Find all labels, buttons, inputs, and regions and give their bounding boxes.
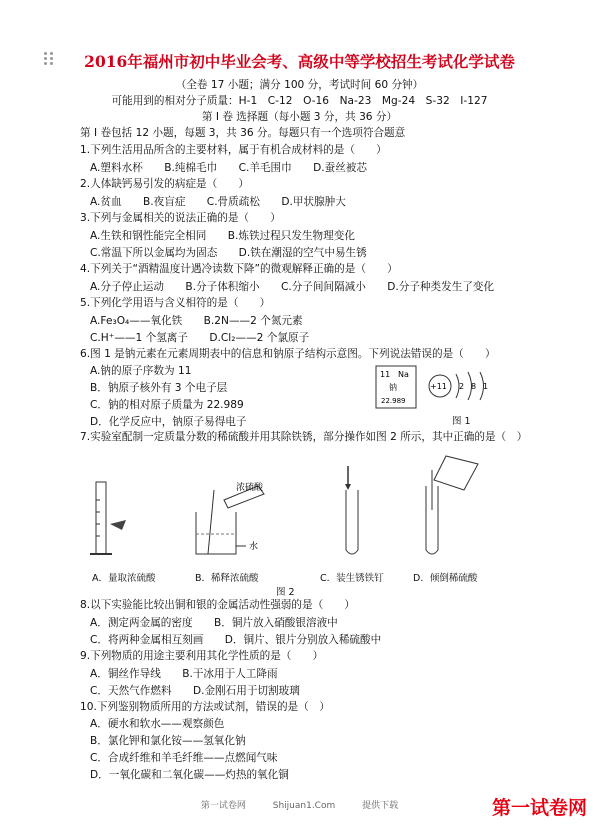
option: D.Cl₂——2 个氯原子 xyxy=(209,332,310,344)
pouring-acid xyxy=(426,456,478,554)
option: D.蚕丝被芯 xyxy=(313,162,367,174)
question-options xyxy=(90,683,318,698)
question-stem: 8.以下实验能比较出铜和银的金属活动性强弱的是（ ） xyxy=(80,599,355,611)
option: A.分子停止运动 xyxy=(90,281,164,293)
option: B．钠原子核外有 3 个电子层 xyxy=(90,382,228,394)
section-title: 第 I 卷 选择题（每小题 3 分，共 36 分） xyxy=(201,111,398,123)
footer-provider: 提供下载 xyxy=(362,801,399,811)
question-stem: 6.图 1 是钠元素在元素周期表中的信息和钠原子结构示意图。下列说法错误的是（ ） xyxy=(80,348,496,360)
water-label: 水 xyxy=(249,542,259,552)
question-stem: 10.下列鉴别物质所用的方法或试剂，错误的是（ ） xyxy=(80,701,330,713)
shell-electrons: 1 xyxy=(483,382,489,391)
option: B．铜片放入硝酸银溶液中 xyxy=(213,617,338,629)
option: A.贫血 xyxy=(90,196,122,208)
option: A.钠的原子序数为 11 xyxy=(90,365,192,377)
option: B.夜盲症 xyxy=(143,196,186,208)
question-stem: 7.实验室配制一定质量分数的稀硫酸并用其除铁锈，部分操作如图 2 所示，其中正确的是（ ） xyxy=(80,431,528,443)
test-tube-nail xyxy=(345,466,358,554)
option: C．天然气作燃料 xyxy=(90,685,172,697)
option: C.羊毛围巾 xyxy=(238,162,292,174)
figure-caption: D．倾倒稀硫酸 xyxy=(413,573,478,584)
option: A.生铁和钢性能完全相同 xyxy=(90,230,207,242)
option: C.H⁺——1 个氢离子 xyxy=(90,332,188,344)
question-options xyxy=(90,666,296,681)
option: C．将两种金属相互刻画 xyxy=(90,634,204,646)
option: B.分子体积缩小 xyxy=(185,281,260,293)
exam-subtitle: （全卷 17 小题；满分 100 分，考试时间 60 分钟） xyxy=(175,79,424,91)
option: A.Fe₃O₄——氧化铁 xyxy=(90,315,183,327)
option: D.金刚石用于切割玻璃 xyxy=(192,685,300,697)
question-stem: 1.下列生活用品所含的主要材料，属于有机合成材料的是（ ） xyxy=(80,144,387,156)
section-intro: 第 I 卷包括 12 小题，每题 3，共 36 分。每题只有一个选项符合题意 xyxy=(80,127,406,139)
graduated-cylinder xyxy=(90,482,126,554)
question-options xyxy=(90,279,512,294)
option: D.分子种类发生了变化 xyxy=(387,281,495,293)
option: A.塑料水杯 xyxy=(90,162,143,174)
option: B.干冰用于人工降雨 xyxy=(182,668,278,680)
option: A．硬水和软水——观察颜色 xyxy=(90,718,225,730)
question-stem: 9.下列物质的用途主要利用其化学性质的是（ ） xyxy=(80,650,324,662)
option: D．化学反应中，钠原子易得电子 xyxy=(90,416,247,428)
figure-1 xyxy=(372,362,512,426)
footer-url[interactable]: Shijuan1.Com xyxy=(272,801,336,811)
option: C．合成纤维和羊毛纤维——点燃闻气味 xyxy=(90,752,278,764)
option: C．钠的相对原子质量为 22.989 xyxy=(90,399,244,411)
question-stem: 5.下列化学用语与含义相符的是（ ） xyxy=(80,297,271,309)
option: B.2N——2 个氮元素 xyxy=(203,315,303,327)
option: B.纯棉毛巾 xyxy=(164,162,218,174)
option: A．测定两金属的密度 xyxy=(90,617,193,629)
option: C.常温下所以金属均为固态 xyxy=(90,247,218,259)
option: B．氯化钾和氯化铵——氢氧化钠 xyxy=(90,735,246,747)
option: C.分子间间隔减小 xyxy=(280,281,366,293)
option: D.甲状腺肿大 xyxy=(281,196,346,208)
question-options xyxy=(90,245,385,260)
figure-caption: C．装生锈铁钉 xyxy=(320,573,384,584)
nucleus-charge: +11 xyxy=(430,382,447,391)
figure-caption: B．稀释浓硫酸 xyxy=(195,573,259,584)
question-stem: 4.下列关于“酒精温度计遇冷读数下降”的微观解释正确的是（ ） xyxy=(80,263,398,275)
question-options xyxy=(90,160,385,175)
figure-1-label: 图 1 xyxy=(452,416,471,427)
shell-electrons: 2 xyxy=(459,382,465,391)
atomic-mass: 22.989 xyxy=(381,397,406,405)
element-name: 钠 xyxy=(389,383,397,392)
question-options xyxy=(90,632,399,647)
footer-site: 第一试卷网 xyxy=(200,801,246,811)
option: D．一氧化碳和二氧化碳——灼热的氧化铜 xyxy=(90,769,289,781)
option: B.炼铁过程只发生物理变化 xyxy=(227,230,355,242)
atomic-masses: 可能用到的相对分子质量：H-1 C-12 O-16 Na-23 Mg-24 S-32 I-127 xyxy=(111,95,488,107)
question-stem: 2.人体缺钙易引发的病症是（ ） xyxy=(80,178,250,190)
figure-2 xyxy=(86,450,506,570)
option: D.铁在潮湿的空气中易生锈 xyxy=(238,247,367,259)
brand-logo[interactable]: 第一试卷网 xyxy=(491,797,587,819)
option: A．铜丝作导线 xyxy=(90,668,161,680)
option: C.骨质疏松 xyxy=(206,196,260,208)
question-stem: 3.下列与金属相关的说法正确的是（ ） xyxy=(80,212,281,224)
question-options xyxy=(90,615,356,630)
exam-title: 2016年福州市初中毕业会考、高级中等学校招生考试化学试卷 xyxy=(84,52,515,71)
option: D．铜片、银片分别放入稀硫酸中 xyxy=(224,634,382,646)
atomic-number: 11 xyxy=(380,370,391,379)
question-options xyxy=(90,330,327,345)
question-options xyxy=(90,194,364,209)
element-symbol: Na xyxy=(398,370,409,379)
acid-label: 浓硫酸 xyxy=(236,483,264,493)
figure-caption: A．量取浓硫酸 xyxy=(92,573,156,584)
question-options xyxy=(90,313,321,328)
question-options xyxy=(90,228,373,243)
shell-electrons: 8 xyxy=(471,382,477,391)
figure-2-label: 图 2 xyxy=(276,587,295,598)
